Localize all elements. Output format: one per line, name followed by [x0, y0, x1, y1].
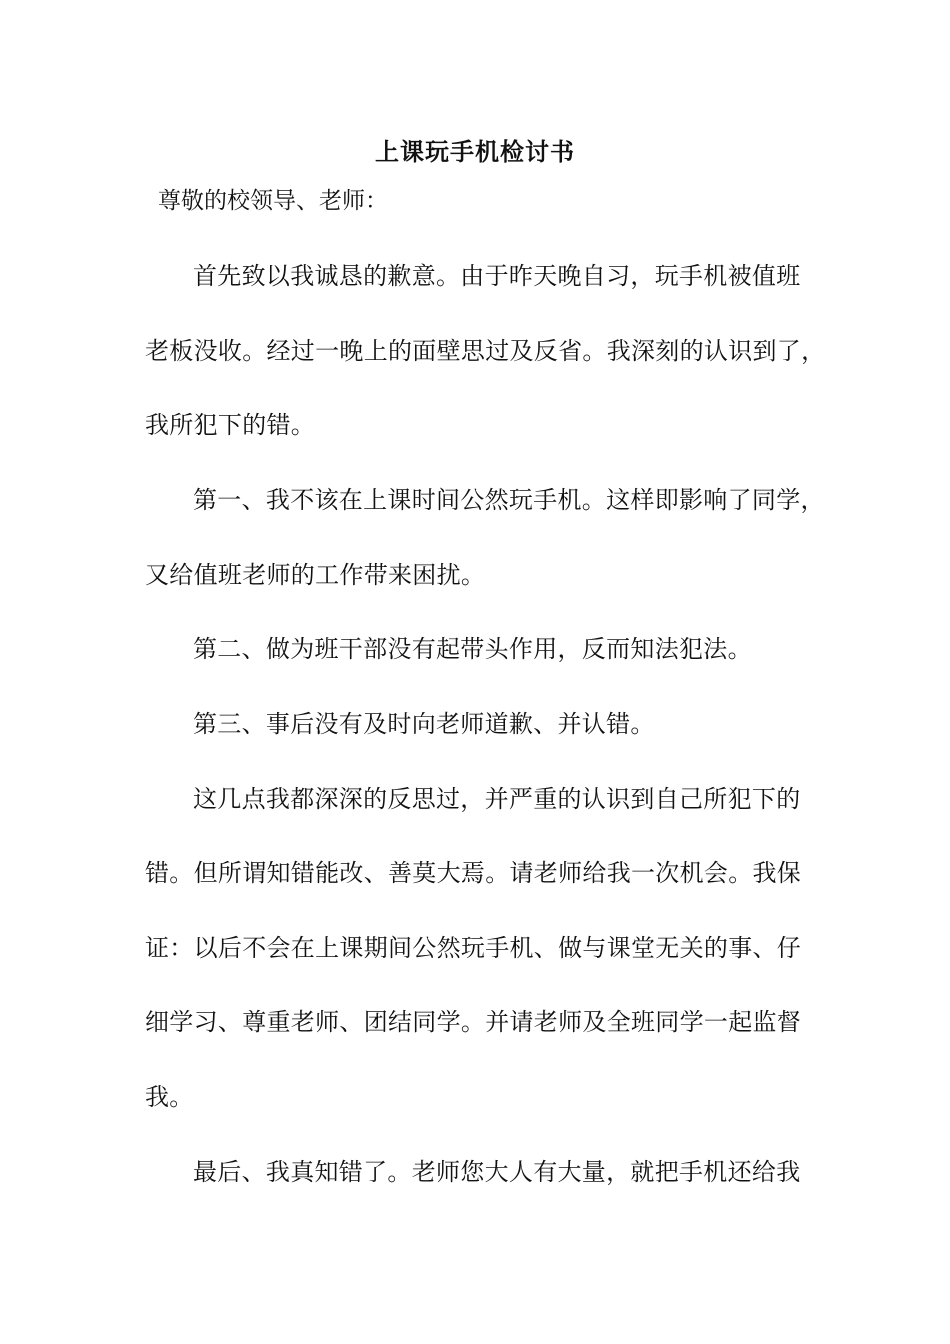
- body-line: 最后、我真知错了。老师您大人有大量，就把手机还给我: [193, 1158, 801, 1186]
- body-line: 第一、我不该在上课时间公然玩手机。这样即影响了同学，: [193, 486, 825, 514]
- body-line: 细学习、尊重老师、团结同学。并请老师及全班同学一起监督: [145, 1008, 802, 1036]
- body-line: 第二、做为班干部没有起带头作用，反而知法犯法。: [193, 635, 752, 663]
- salutation: 尊敬的校领导、老师：: [158, 188, 388, 214]
- body-line: 首先致以我诚恳的歉意。由于昨天晚自习，玩手机被值班: [193, 262, 801, 290]
- body-line: 这几点我都深深的反思过，并严重的认识到自己所犯下的: [193, 785, 801, 813]
- body-line: 错。但所谓知错能改、善莫大焉。请老师给我一次机会。我保: [145, 859, 802, 887]
- body-line: 证：以后不会在上课期间公然玩手机、做与课堂无关的事、仔: [145, 934, 802, 962]
- body-line: 又给值班老师的工作带来困扰。: [145, 561, 486, 589]
- body-line: 我。: [145, 1083, 194, 1111]
- body-line: 第三、事后没有及时向老师道歉、并认错。: [193, 710, 655, 738]
- body-line: 老板没收。经过一晚上的面壁思过及反省。我深刻的认识到了，: [145, 337, 826, 365]
- body-line: 我所犯下的错。: [145, 411, 316, 439]
- document-title: 上课玩手机检讨书: [375, 137, 575, 166]
